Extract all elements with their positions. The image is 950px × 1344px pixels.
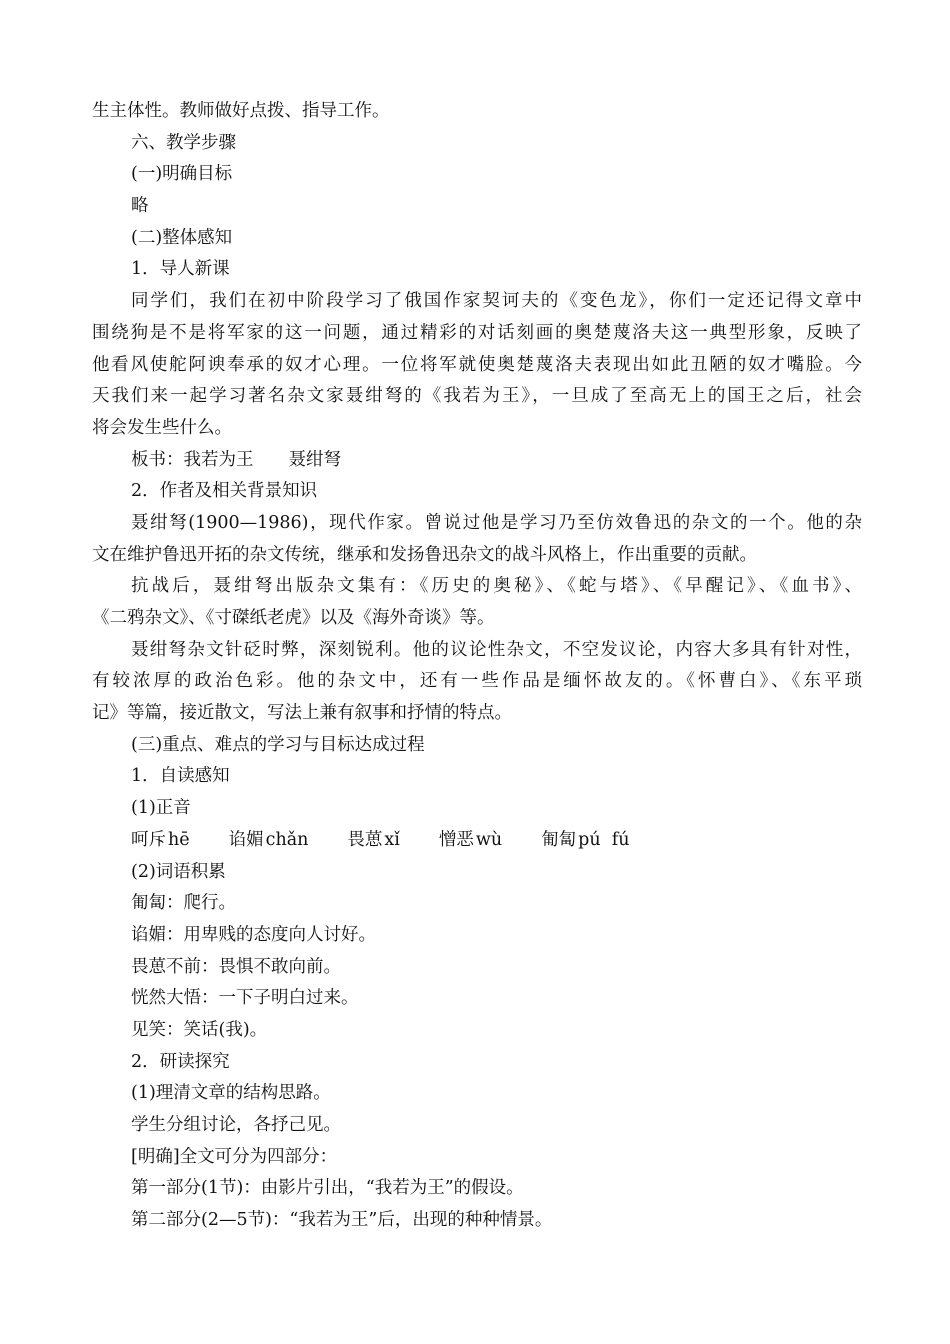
pinyin-word: 憎恶 xyxy=(438,829,474,850)
text-line: (一)明确目标 xyxy=(131,164,233,185)
text-line: 匍匐：爬行。 xyxy=(131,893,236,914)
pinyin-entry xyxy=(229,825,309,857)
text-line: 2．研读探究 xyxy=(131,1051,230,1072)
pinyin-entry xyxy=(131,825,190,857)
text-line: 生主体性。教师做好点拨、指导工作。 xyxy=(92,101,390,121)
text-line: 聂绀弩杂文针砭时弊，深刻锐利。他的议论性杂文，不空发议论，内容大多具有针对性， xyxy=(131,639,862,660)
pinyin-word: 呵斥 xyxy=(131,829,166,850)
pinyin-entry xyxy=(541,825,629,857)
pinyin-word: 谄媚 xyxy=(228,829,264,850)
pinyin-reading: pú fú xyxy=(578,829,630,850)
pinyin-line xyxy=(92,825,862,857)
text-line: [明确]全文可分为四部分： xyxy=(131,1146,338,1167)
pinyin-word: 匍匐 xyxy=(541,829,577,850)
pinyin-reading: wù xyxy=(475,829,503,850)
document-body xyxy=(92,96,862,1237)
text-line: 学生分组讨论，各抒己见。 xyxy=(131,1115,341,1135)
text-line: 2．作者及相关背景知识 xyxy=(131,481,318,502)
text-line: (2)词语积累 xyxy=(131,861,226,882)
text-line: 有较浓厚的政治色彩。他的杂文中，还有一些作品是缅怀故友的。《怀曹白》、《东平琐 xyxy=(92,671,862,692)
text-line: 见笑：笑话(我)。 xyxy=(131,1019,268,1040)
text-line: 略 xyxy=(131,196,149,217)
text-line: 聂绀弩(1900—1986)，现代作家。曾说过他是学习乃至仿效鲁迅的杂文的一个。他的杂 xyxy=(131,512,862,533)
text-line: 他看风使舵阿谀奉承的奴才心理。一位将军就使奥楚蔑洛夫表现出如此丑陋的奴才嘴脸。今 xyxy=(92,354,862,375)
text-line: 抗战后，聂绀弩出版杂文集有：《历史的奥秘》、《蛇与塔》、《早醒记》、《血书》、 xyxy=(131,576,862,597)
text-line: 恍然大悟：一下子明白过来。 xyxy=(131,988,359,1009)
pinyin-reading: chǎn xyxy=(265,829,309,850)
pinyin-reading: xǐ xyxy=(384,829,400,850)
text-line: 天我们来一起学习著名杂文家聂绀弩的《我若为王》，一旦成了至高无上的国王之后，社会 xyxy=(92,386,862,407)
text-line: 围绕狗是不是将军家的这一问题，通过精彩的对话刻画的奥楚蔑洛夫这一典型形象，反映了 xyxy=(92,322,862,343)
text-line: 文在维护鲁迅开拓的杂文传统，继承和发扬鲁迅杂文的战斗风格上，作出重要的贡献。 xyxy=(92,544,757,565)
text-line: 将会发生些什么。 xyxy=(92,417,232,438)
pinyin-reading: hē xyxy=(168,829,190,850)
text-line: 六、教学步骤 xyxy=(131,132,236,153)
text-line: 板书：我若为王 聂绀弩 xyxy=(131,449,341,470)
pinyin-entry xyxy=(347,825,399,857)
text-line: (1)正音 xyxy=(131,798,191,819)
text-line: 记》等篇，接近散文，写法上兼有叙事和抒情的特点。 xyxy=(92,703,512,724)
text-line: (二)整体感知 xyxy=(131,227,233,248)
text-line: 谄媚：用卑贱的态度向人讨好。 xyxy=(131,924,376,945)
pinyin-word: 畏葸 xyxy=(347,829,383,850)
text-line: 畏葸不前：畏惧不敢向前。 xyxy=(131,956,341,977)
text-line: 第二部分(2—5节)：“我若为王”后，出现的种种情景。 xyxy=(131,1210,553,1231)
pinyin-entry xyxy=(439,825,502,857)
text-line: (1)理清文章的结构思路。 xyxy=(131,1083,331,1104)
text-line: 《二鸦杂文》、《寸磔纸老虎》以及《海外奇谈》等。 xyxy=(92,608,495,628)
text-line: 第一部分(1节)：由影片引出，“我若为王”的假设。 xyxy=(131,1178,524,1199)
text-line: (三)重点、难点的学习与目标达成过程 xyxy=(131,734,425,755)
text-line: 1．自读感知 xyxy=(131,766,230,787)
text-line: 1．导人新课 xyxy=(131,259,230,280)
text-line: 同学们，我们在初中阶段学习了俄国作家契诃夫的《变色龙》，你们一定还记得文章中 xyxy=(131,291,862,312)
